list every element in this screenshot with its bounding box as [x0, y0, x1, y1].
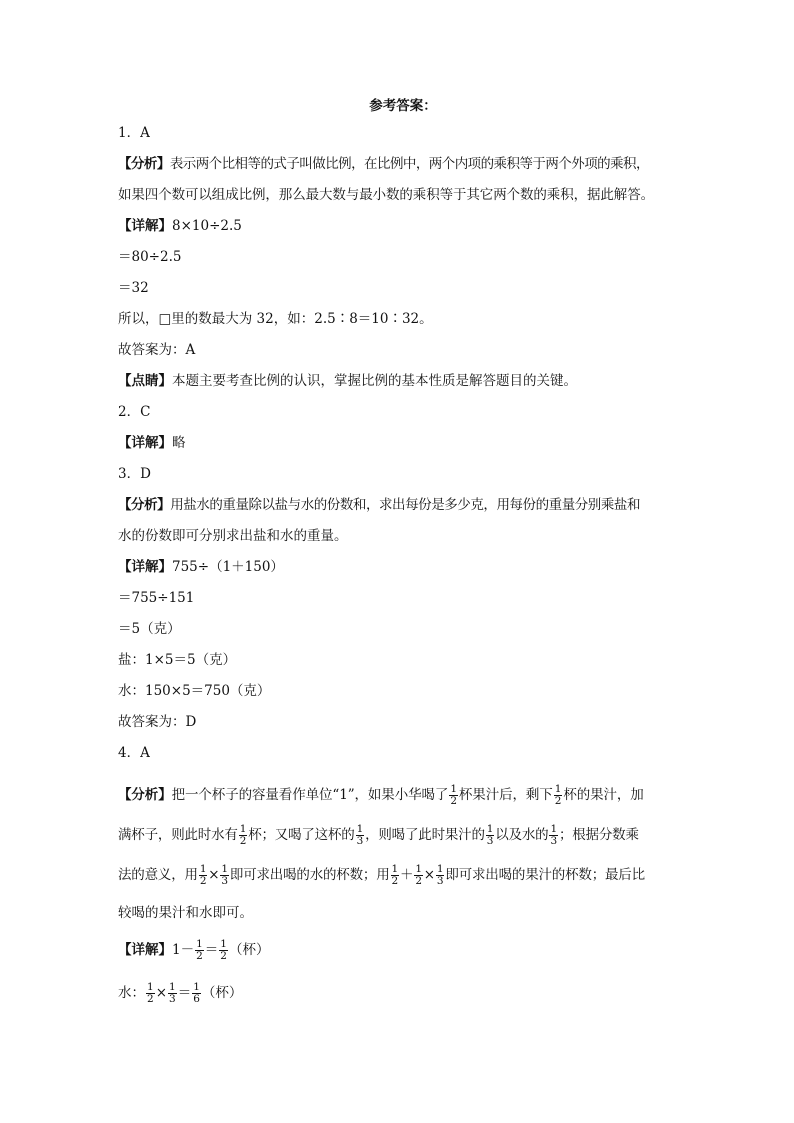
q2-detail-tag: 【详解】 — [118, 435, 172, 451]
q3-number: 3．D — [118, 466, 151, 482]
q3-detail-tag: 【详解】 — [118, 559, 172, 575]
q3-detail-line-4: 盐：1×5＝5（克） — [118, 652, 237, 668]
q4-detail-line-2 — [118, 976, 242, 1010]
q1-detail-line-3: ＝32 — [118, 280, 149, 296]
fraction-one-half: $\frac{1}{2}$ — [415, 863, 422, 887]
q1-answer: 故答案为：A — [118, 342, 196, 358]
q4-analysis-line-1 — [118, 778, 688, 812]
q2-detail-line — [118, 433, 186, 453]
q4-analysis-text-c2: 即可求出喝的水的杯数；用 — [229, 867, 390, 883]
water-label: 水： — [118, 985, 145, 1001]
minus-sign: － — [180, 942, 195, 958]
fraction-one-third: $\frac{1}{3}$ — [221, 863, 228, 887]
q1-analysis-tag: 【分析】 — [118, 156, 170, 172]
fraction-one-half: $\frac{1}{2}$ — [199, 863, 207, 887]
q1-analysis-text-1: 表示两个比相等的式子叫做比例，在比例中，两个内项的乘积等于两个外项的乘积， — [169, 156, 649, 172]
q4-analysis-text-b2: 杯；又喝了这杯的 — [248, 827, 355, 843]
q2-detail-text: 略 — [172, 435, 186, 451]
q4-analysis-text-b4: 以及水的 — [495, 827, 549, 843]
q1-detail-line-2: ＝80÷2.5 — [118, 249, 182, 265]
q3-detail-line-3: ＝5（克） — [118, 621, 181, 637]
fraction-one-third: $\frac{1}{3}$ — [356, 823, 364, 847]
q3-answer: 故答案为：D — [118, 714, 197, 730]
fraction-one-sixth: $\frac{1}{6}$ — [193, 981, 200, 1005]
fraction-one-half: $\frac{1}{2}$ — [450, 783, 457, 807]
q1-comment-line — [118, 371, 577, 391]
times-sign: × — [423, 867, 435, 883]
q1-comment-text: 本题主要考查比例的认识，掌握比例的基本性质是解答题目的关键。 — [172, 373, 577, 389]
q4-analysis-text-c3: 即可求出喝的果汁的杯数；最后比 — [445, 867, 645, 883]
q4-analysis-text-b5: ；根据分数乘 — [558, 827, 639, 843]
fraction-one-half: $\frac{1}{2}$ — [220, 938, 227, 962]
number-one: 1 — [172, 942, 181, 958]
fraction-one-half: $\frac{1}{2}$ — [554, 783, 562, 807]
q1-detail-line-1 — [118, 216, 242, 236]
q1-detail-text-1: 8×10÷2.5 — [172, 218, 242, 234]
q3-analysis-line-1 — [118, 495, 688, 515]
q4-analysis-text-a3: 杯的果汁，加 — [563, 787, 644, 803]
q4-analysis-line-3 — [118, 858, 688, 892]
q4-analysis-line-4: 较喝的果汁和水即可。 — [118, 905, 253, 921]
q1-analysis-line-2: 如果四个数可以组成比例，那么最大数与最小数的乘积等于其它两个数的乘积，据此解答。 — [118, 187, 654, 203]
fraction-one-third: $\frac{1}{3}$ — [169, 981, 176, 1005]
q4-analysis-line-2 — [118, 818, 688, 852]
equals-sign: ＝ — [177, 985, 192, 1001]
fraction-one-third: $\frac{1}{3}$ — [550, 823, 557, 847]
q4-analysis-text-a1: 把一个杯子的容量看作单位“1”，如果小华喝了 — [171, 787, 449, 803]
q3-detail-text-1: 755÷（1＋150） — [172, 559, 284, 575]
equals-sign: ＝ — [204, 942, 219, 958]
q3-detail-line-5: 水：150×5＝750（克） — [118, 683, 271, 699]
q1-detail-tag: 【详解】 — [118, 218, 172, 234]
unit-cup: （杯） — [228, 942, 270, 958]
times-sign: × — [208, 867, 220, 883]
unit-cup: （杯） — [201, 985, 243, 1001]
q4-analysis-text-c1: 法的意义，用 — [118, 867, 198, 883]
q3-detail-line-1 — [118, 557, 284, 577]
q4-detail-line-1 — [118, 933, 269, 967]
fraction-one-third: $\frac{1}{3}$ — [436, 863, 444, 887]
q3-analysis-tag: 【分析】 — [118, 497, 171, 513]
fraction-one-half: $\frac{1}{2}$ — [196, 938, 203, 962]
q4-analysis-text-b3: ，则喝了此时果汁的 — [365, 827, 485, 843]
q2-number: 2．C — [118, 404, 151, 420]
q4-number: 4．A — [118, 745, 150, 761]
q4-analysis-text-b1: 满杯子，则此时水有 — [118, 827, 238, 843]
page-title: 参考答案： — [369, 98, 437, 114]
q4-analysis-tag: 【分析】 — [118, 787, 172, 803]
fraction-one-half: $\frac{1}{2}$ — [239, 823, 247, 847]
q3-analysis-line-2: 水的份数即可分别求出盐和水的重量。 — [118, 528, 348, 544]
q3-analysis-text-1: 用盐水的重量除以盐与水的份数和，求出每份是多少克，用每份的重量分别乘盐和 — [170, 497, 641, 513]
q3-detail-line-2: ＝755÷151 — [118, 590, 195, 606]
times-sign: × — [155, 985, 167, 1001]
fraction-one-half: $\frac{1}{2}$ — [147, 981, 154, 1005]
q4-detail-tag: 【详解】 — [118, 942, 172, 958]
q1-number: 1．A — [118, 125, 150, 141]
plus-sign: ＋ — [400, 867, 414, 883]
q1-analysis-line-1 — [118, 154, 688, 174]
q1-detail-line-4: 所以，□里的数最大为 32，如：2.5∶8＝10∶32。 — [118, 311, 433, 327]
q1-comment-tag: 【点睛】 — [118, 373, 172, 389]
fraction-one-half: $\frac{1}{2}$ — [391, 863, 398, 887]
fraction-one-third: $\frac{1}{3}$ — [486, 823, 494, 847]
q4-analysis-text-a2: 杯果汁后，剩下 — [458, 787, 553, 803]
